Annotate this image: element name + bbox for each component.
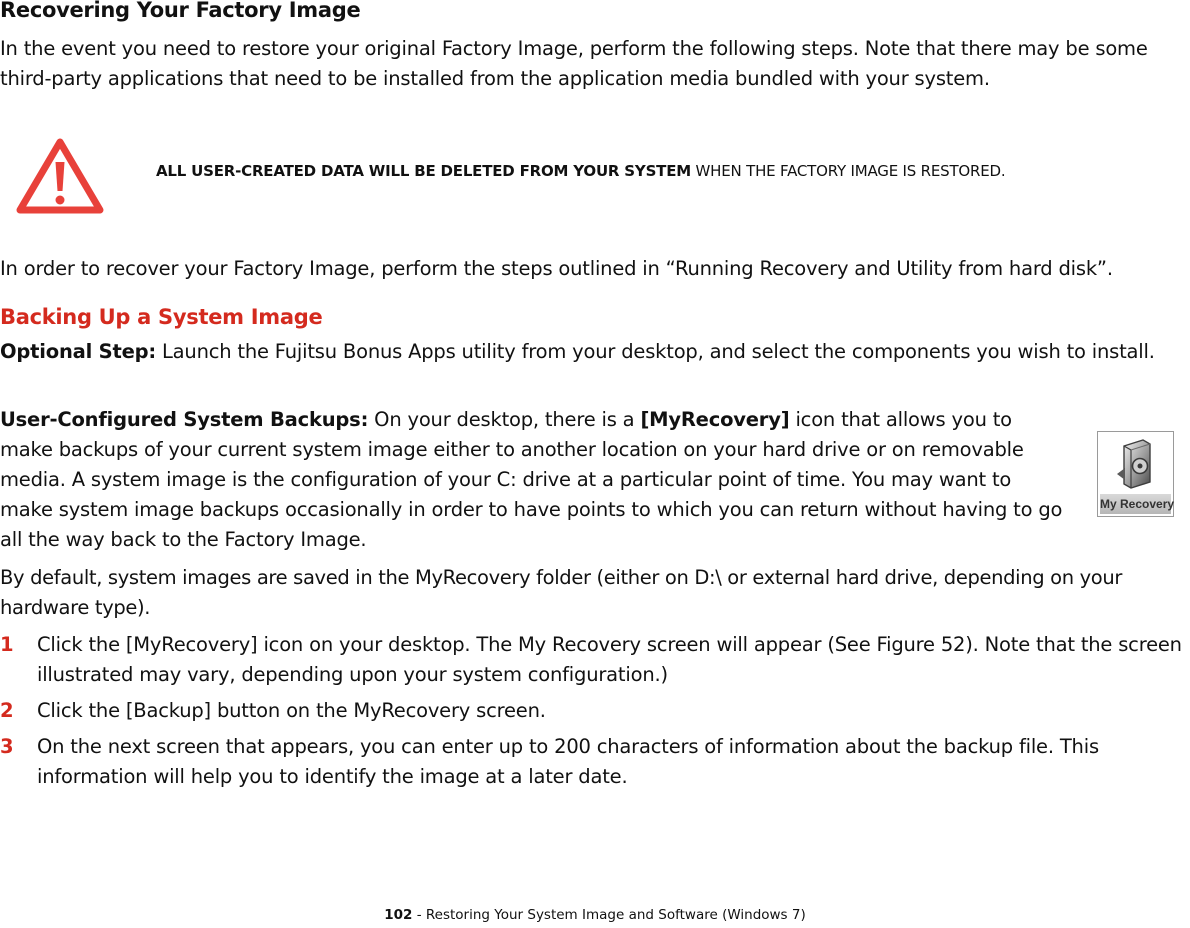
page-footer: [0, 907, 1190, 923]
step-text: Click the [Backup] button on the MyRecovery screen.: [37, 699, 546, 722]
page-number: 102: [384, 907, 413, 923]
user-backups-label: User-Configured System Backups:: [0, 408, 369, 431]
optional-step-text: Launch the Fujitsu Bonus Apps utility from your desktop, and select the components you wish to install.: [156, 340, 1155, 363]
step-number: 1: [0, 633, 14, 656]
myrecovery-reference: [MyRecovery]: [640, 408, 790, 431]
intro-paragraph: In the event you need to restore your original Factory Image, perform the following steps. Note that there may be some third-party applications that need to be installed from the application media bundled with your system.: [0, 37, 1148, 90]
section-title: Recovering Your Factory Image: [0, 0, 361, 22]
step-number: 2: [0, 699, 14, 722]
myrecovery-icon-label: My Recovery: [1100, 494, 1171, 514]
backup-section-title: Backing Up a System Image: [0, 305, 323, 329]
myrecovery-icon[interactable]: [1097, 431, 1174, 517]
step-text: Click the [MyRecovery] icon on your desktop. The My Recovery screen will appear (See Figure 52). Note that the screen illustrated may vary, depending upon your system configuration.): [37, 633, 1182, 686]
recover-note: In order to recover your Factory Image, perform the steps outlined in “Running Recovery and Utility from hard disk”.: [0, 257, 1113, 280]
steps-list: [0, 630, 1190, 798]
optional-step-label: Optional Step:: [0, 340, 156, 363]
warning-rest-text: WHEN THE FACTORY IMAGE IS RESTORED.: [690, 162, 1006, 180]
warning-bold-text: ALL USER-CREATED DATA WILL BE DELETED FROM YOUR SYSTEM: [156, 162, 691, 180]
safe-icon: [1099, 434, 1172, 494]
step-number: 3: [0, 735, 14, 758]
user-backups-paragraph: [0, 405, 1066, 555]
footer-text: - Restoring Your System Image and Software (Windows 7): [412, 907, 806, 923]
warning-triangle-icon: [14, 136, 106, 218]
user-backups-text-after: icon that allows you to make backups of your current system image either to another location on your hard drive or on removable media. A system image is the configuration of your C: drive at a particular point of time. You may want to make system image backups occasionally in order to have points to which you can return without having to go all the way back to the Factory Image.: [0, 408, 1063, 551]
step-item: [0, 696, 1190, 726]
step-text: On the next screen that appears, you can enter up to 200 characters of information about the backup file. This information will help you to identify the image at a later date.: [37, 735, 1099, 788]
default-location-paragraph: By default, system images are saved in the MyRecovery folder (either on D:\ or external hard drive, depending on your hardware type).: [0, 566, 1123, 619]
step-item: [0, 630, 1190, 690]
user-backups-text-before: On your desktop, there is a: [368, 408, 641, 431]
optional-step-paragraph: [0, 337, 1170, 367]
step-item: [0, 732, 1190, 792]
warning-message: [156, 162, 1005, 180]
